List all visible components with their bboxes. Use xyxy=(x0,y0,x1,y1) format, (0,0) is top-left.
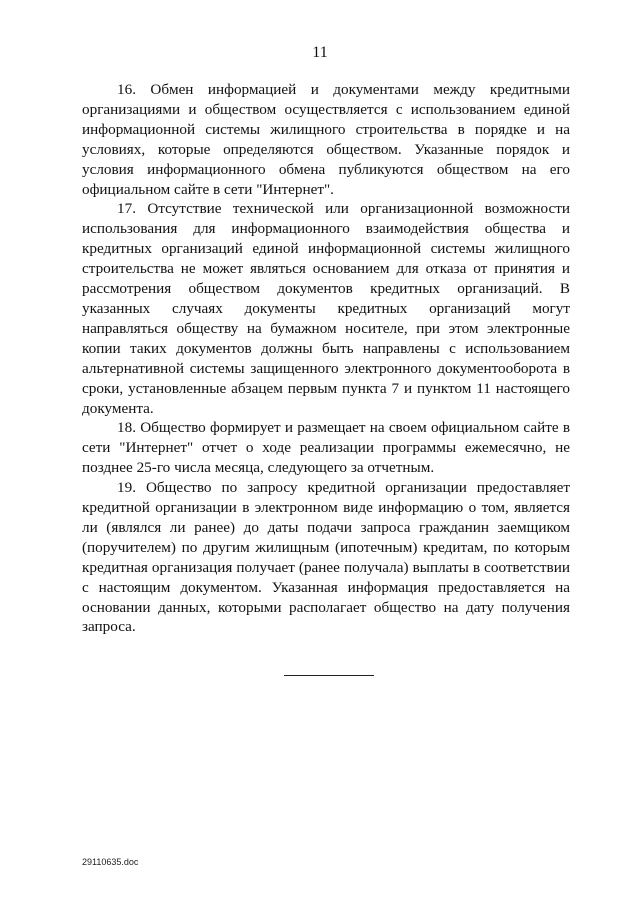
end-divider xyxy=(284,675,374,676)
paragraph-19: 19. Общество по запросу кредитной организации предоставляет кредитной организации в электронном виде информацию о том, является ли (являлся ли ранее) до даты подачи запроса гражданин заемщиком (поручителем) по другим жилищным (ипотечным) кредитам, по которым кредитная организация получает (ранее получала) выплаты в соответствии с настоящим документом. Указанная информация предоставляется на основании данных, которыми располагает общество на дату получения запроса. xyxy=(82,479,570,636)
footer-file-name: 29110635.doc xyxy=(82,857,139,867)
document-body xyxy=(82,80,570,637)
paragraph-17: 17. Отсутствие технической или организационной возможности использования для информационного взаимодействия общества и кредитных организаций единой информационной системы жилищного строительства не может являться основанием для отказа от принятия и рассмотрения обществом документов кредитных организаций. В указанных случаях документы кредитных организаций могут направляться обществу на бумажном носителе, при этом электронные копии таких документов должны быть направлены с использованием альтернативной системы защищенного электронного документооборота в сроки, установленные абзацем первым пункта 7 и пунктом 11 настоящего документа. xyxy=(82,200,570,417)
page-number: 11 xyxy=(312,44,328,61)
paragraph-18: 18. Общество формирует и размещает на своем официальном сайте в сети "Интернет" отчет о ходе реализации программы ежемесячно, не позднее 25-го числа месяца, следующего за отчетным. xyxy=(82,419,570,477)
paragraph-16: 16. Обмен информацией и документами между кредитными организациями и обществом осуществляется с использованием единой информационной системы жилищного строительства в порядке и на условиях, которые определяются обществом. Указанные порядок и условия информационного обмена публикуются обществом на его официальном сайте в сети "Интернет". xyxy=(82,81,570,198)
